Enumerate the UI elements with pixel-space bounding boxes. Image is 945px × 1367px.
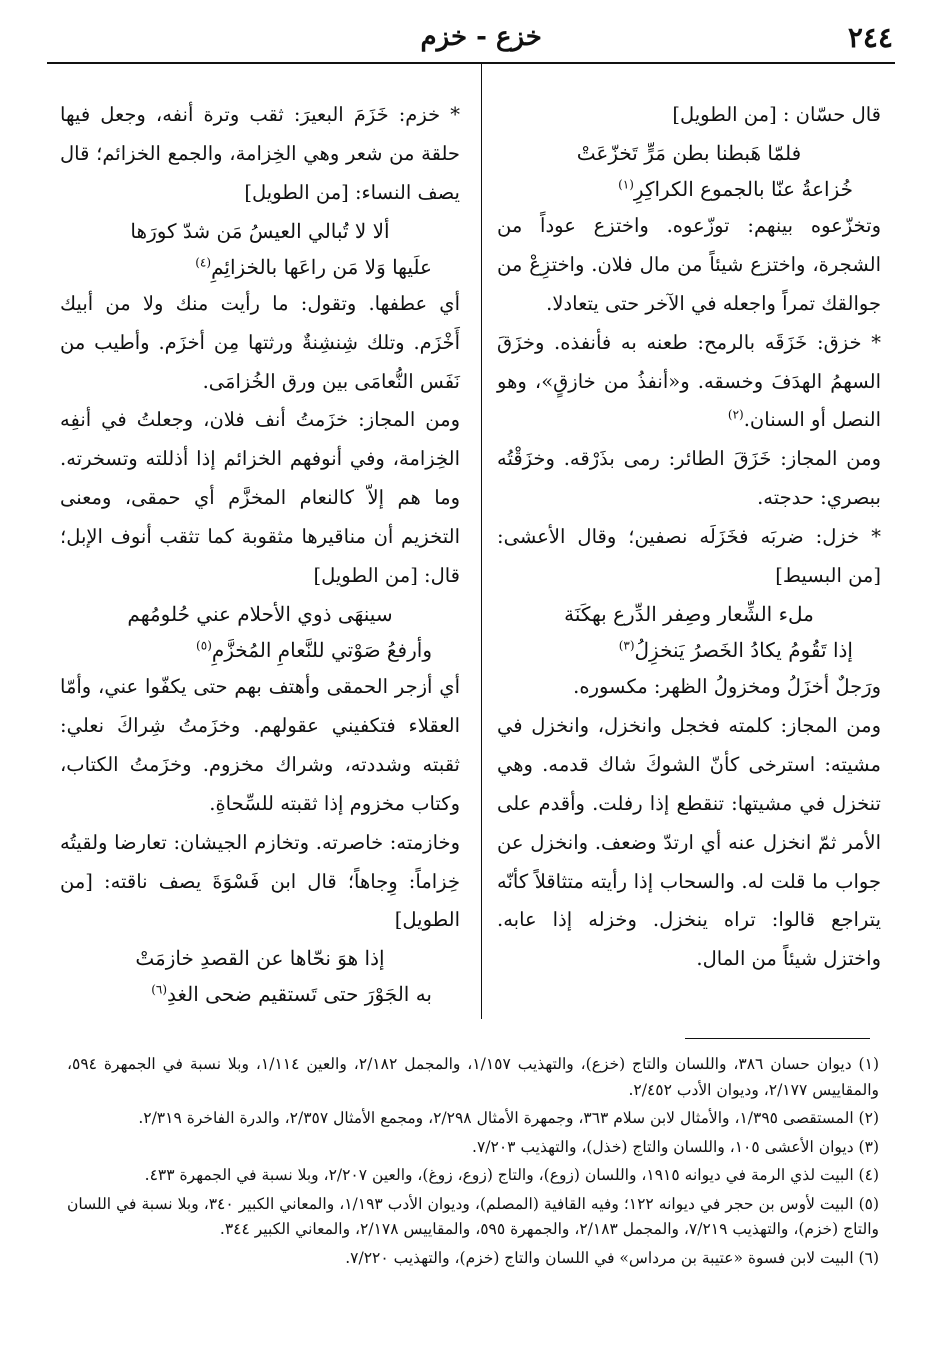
paragraph: ومن المجاز: خزَمتُ أنف فلان، وجعلتُ في أنفِه الخِزامة، وفي أنوفهم الخزائم إذا أذللته وتسخرته. وما هم إلاّ كالنعام المخزَّم أي حمقى، ومعنى التخزيم أن مناقيرها مثقوبة كما تثقب أنوف الإبل؛ قال: [من الطويل] (60, 408, 460, 588)
footnote: (٦) البيت لابن فسوة «عتيبة بن مرداس» في اللسان والتاج (خزم)، والتهذيب ٧/٢٢٠. (345, 1248, 879, 1267)
left-column (60, 96, 460, 1012)
verse-line (60, 976, 460, 1012)
paragraph (497, 324, 881, 441)
verse-line (497, 632, 881, 668)
footnotes (67, 1052, 879, 1274)
footnote-mark: (٢) (727, 407, 744, 422)
paragraph: أي أزجر الحمقى وأهتف بهم حتى يكفّوا عني، وأمّا العقلاء فتكفيني عقولهم. وخزَمتُ شِراكَ نعلي: ثقبته وشددته، وشراك مخزوم. وخزَمتُ الكتاب، وكتاب مخزوم إذا ثقبته للسِّحاةِ. (60, 674, 460, 815)
right-column (497, 96, 881, 979)
page-number: ٢٤٤ (847, 20, 893, 54)
entry-text: * خزق: خَزَقَه بالرمح: طعنه به فأنفذه. وخزَقَ السهمُ الهدَفَ وخسقه. و«أنفذُ من خازقٍ»، وهو النصل أو السنان. (497, 330, 881, 432)
footnote-mark: (١) (618, 177, 634, 192)
verse-text: وأرفعُ صَوْتي للنَّعامِ المُخزَّمِ (211, 637, 432, 662)
verse-line (497, 171, 881, 207)
paragraph: * خزم: خَزَمَ البعيرَ: ثقب وترة أنفه، وجعل فيها حلقة من شعر وهي الخِزامة، والجمع الخزائم؛ قال يصف النساء: [من الطويل] (60, 103, 460, 204)
footnote: (٢) المستقصى ١/٣٩٥، والأمثال لابن سلام ٣٦٣، وجمهرة الأمثال ٢/٢٩٨، ومجمع الأمثال ٢/٣٥٧، والدرة الفاخرة ٢/٣١٩. (138, 1109, 879, 1127)
column-divider (481, 63, 482, 1019)
paragraph: ومن المجاز: خَزَقَ الطائر: رمى بذَرْقه. وخزَقْتُه ببصري: حدجته. (497, 447, 881, 510)
page-title: خزع - خزم (420, 22, 542, 52)
verse-text: علَيها وَلا مَن راعَها بالخزائِمِ (211, 254, 432, 279)
verse-line: سينهَى ذوي الأحلام عني حُلومُهم (127, 601, 393, 626)
verse-text: به الجَوْرَ حتى تَستقيم ضحى الغدِ (167, 982, 432, 1007)
footnote: (٤) البيت لذي الرمة في ديوانه ١٩١٥، واللسان (زوع)، والتاج (زوع، زوغ)، والعين ٢/٢٠٧، وبلا نسبة في الجمهرة ٤٣٣. (144, 1166, 879, 1184)
paragraph: وتخزّعوه بينهم: توزّعوه. واختزع عوداً من الشجرة، واختزع شيئاً من مال فلان. واختزِعْ من جوالقك تمراً واجعله في الآخر حتى يتعادلا. (497, 213, 881, 315)
paragraph: * خزل: ضربَه فخَزَلَه نصفين؛ وقال الأعشى: [من البسيط] (497, 525, 881, 588)
footnote-mark: (٣) (618, 638, 635, 653)
verse-line (60, 632, 460, 668)
paragraph: ومن المجاز: كلمته فخجل وانخزل، وانخزل في مشيته: استرخى كأنّ الشوكَ شاك قدمه. وهي تنخزل في مشيتها: تنقطع إذا رفلت. وأقدم على الأمر ثمّ انخزل عنه أي ارتدّ وضعف. وانخزل عن جواب ما قلت له. والسحاب إذا رأيته متثاقلاً كأنّه يتراجع قالوا: تراه ينخزل. وخزله إذا عابه. واختزل شيئاً من المال. (497, 713, 881, 971)
paragraph: ورَجلٌ أخزَلُ ومخزولُ الظهر: مكسوره. (573, 674, 881, 698)
footnote: (٣) ديوان الأعشى ١٠٥، واللسان والتاج (خذل)، والتهذيب ٧/٢٠٣. (472, 1137, 879, 1156)
footnote-mark: (٥) (196, 638, 212, 653)
verse-line: فلمّا هَبطنا بطن مَرٍّ تَخزّعَتْ (576, 140, 802, 165)
verse-line: إذا هوَ نحّاها عن القصدِ خازمَتْ (135, 946, 385, 971)
verse-text: خُزاعةُ عنّا بالجموع الكراكِرِ (633, 176, 853, 201)
page-header (50, 18, 893, 56)
footnote: (٥) البيت لأوس بن حجر في ديوانه ١٢٢؛ وفيه القافية (المصلم)، وديوان الأدب ١/١٩٣، والمعاني الكبير ٣٤٠، وبلا نسبة في اللسان والتاج (خزم)، والتهذيب ٧/٢١٩، والمجمل ٢/١٨٣، والجمهرة ٥٩٥، والمقاييس ٢/١٧٨، والمعاني الكبير ٣٤٤. (67, 1194, 880, 1238)
footnote-rule (685, 1038, 870, 1039)
verse-line: ملء الشِّعار وصِفر الدِّرع بهكَنَة (564, 601, 814, 626)
verse-line (60, 249, 460, 285)
header-rule (47, 62, 895, 64)
paragraph: أي عطفها. وتقول: ما رأيت منك ولا من أبيك أَخْزَم. وتلك شِنشِنةٌ ورثتها مِن أخزَم. وأطيب من نَفَس النُّعامَى بين ورق الخُزامَى. (60, 291, 460, 393)
verse-text: إذا تَقُومُ يكادُ الخَصرُ يَنخزِلُ (634, 637, 853, 662)
paragraph: وخازمته: خاصرته. وتخازم الجيشان: تعارضا ولقيتُه خِزاماً: وِجاهاً؛ قال ابن فَسْوَةَ يصف ناقته: [من الطويل] (60, 830, 460, 932)
footnote: (١) ديوان حسان ٣٨٦، واللسان والتاج (خزع)، والتهذيب ١/١٥٧، والمجمل ٢/١٨٢، والعين ١/١١٤، وبلا نسبة في الجمهرة ٥٩٤، والمقاييس ٢/١٧٧، وديوان الأدب ٢/٤٥٢. (67, 1055, 879, 1099)
verse-line: ألا لا تُبالي العيسُ مَن شدّ كورَها (130, 218, 390, 243)
paragraph: قال حسّان : [من الطويل] (672, 103, 881, 126)
footnote-mark: (٤) (195, 255, 212, 270)
footnote-mark: (٦) (151, 982, 168, 997)
